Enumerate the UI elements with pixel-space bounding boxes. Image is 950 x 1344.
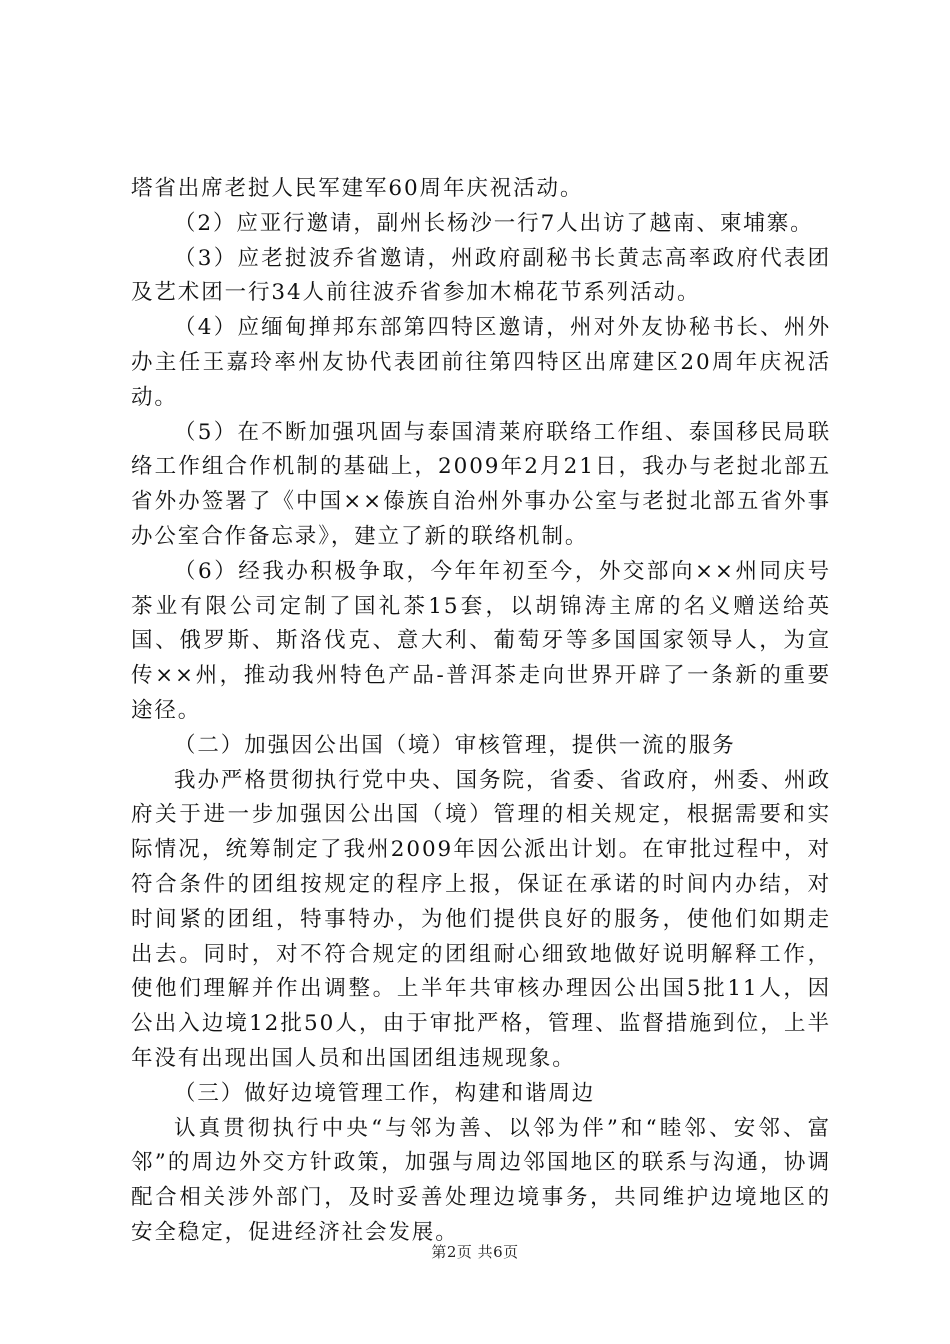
page-number: 第2页 共6页	[431, 1243, 519, 1261]
paragraph-item-5: （5）在不断加强巩固与泰国清莱府联络工作组、泰国移民局联络工作组合作机制的基础上，2009年2月21日，我办与老挝北部五省外办签署了《中国××傣族自治州外事办公室与老挝北部五省外事办公室合作备忘录》，建立了新的联络机制。	[131, 419, 831, 549]
paragraph-continuation: 塔省出席老挝人民军建军60周年庆祝活动。	[131, 176, 584, 201]
section-heading-2: （二）加强因公出国（境）审核管理，提供一流的服务	[174, 732, 736, 758]
paragraph-item-4: （4）应缅甸掸邦东部第四特区邀请，州对外友协秘书长、州外办主任王嘉玲率州友协代表团前往第四特区出席建区20周年庆祝活动。	[131, 315, 831, 410]
paragraph-section-2-body: 我办严格贯彻执行党中央、国务院，省委、省政府，州委、州政府关于进一步加强因公出国（境）管理的相关规定，根据需要和实际情况，统筹制定了我州2009年因公派出计划。在审批过程中，对符合条件的团组按规定的程序上报，保证在承诺的时间内办结，对时间紧的团组，特事特办，为他们提供良好的服务，使他们如期走出去。同时，对不符合规定的团组耐心细致地做好说明解释工作，使他们理解并作出调整。上半年共审核办理因公出国5批11人，因公出入边境12批50人，由于审批严格，管理、监督措施到位，上半年没有出现出国人员和出国团组违规现象。	[131, 767, 831, 1071]
paragraph-item-3: （3）应老挝波乔省邀请，州政府副秘书长黄志高率政府代表团及艺术团一行34人前往波乔省参加木棉花节系列活动。	[131, 245, 831, 306]
paragraph-item-2: （2）应亚行邀请，副州长杨沙一行7人出访了越南、柬埔寨。	[174, 210, 814, 236]
section-heading-3: （三）做好边境管理工作，构建和谐周边	[174, 1080, 596, 1106]
page-footer	[0, 1241, 950, 1262]
document-body	[131, 172, 831, 1251]
paragraph-section-3-body: 认真贯彻执行中央“与邻为善、以邻为伴”和“睦邻、安邻、富邻”的周边外交方针政策，加强与周边邻国地区的联系与沟通，协调配合相关涉外部门，及时妥善处理边境事务，共同维护边境地区的安全稳定，促进经济社会发展。	[131, 1115, 831, 1245]
paragraph-item-6: （6）经我办积极争取，今年年初至今，外交部向××州同庆号茶业有限公司定制了国礼茶15套，以胡锦涛主席的名义赠送给英国、俄罗斯、斯洛伐克、意大利、葡萄牙等多国国家领导人，为宣传××州，推动我州特色产品-普洱茶走向世界开辟了一条新的重要途径。	[131, 558, 831, 723]
